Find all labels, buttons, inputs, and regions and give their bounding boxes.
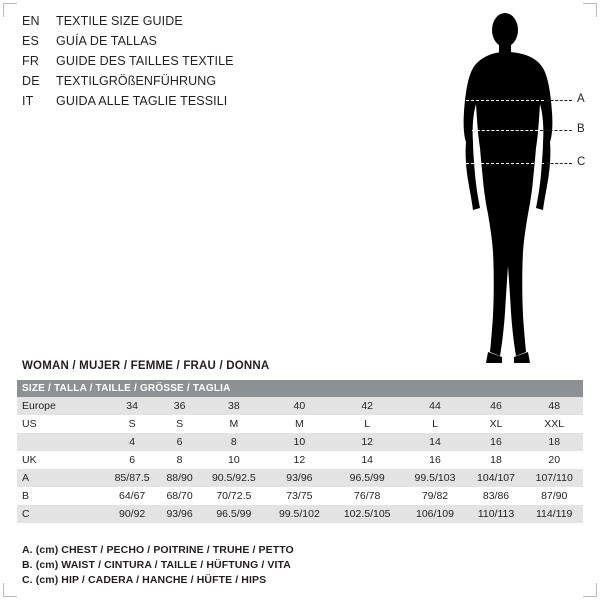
crop-mark-bottom-right (583, 583, 597, 597)
cell: XL (467, 415, 526, 433)
language-row (22, 94, 352, 114)
cell: 110/113 (467, 505, 526, 523)
cell: 18 (467, 451, 526, 469)
row-label: Europe (17, 397, 105, 415)
cell: 102.5/105 (331, 505, 403, 523)
table-row (17, 397, 583, 415)
chest-measure-line-inner (466, 100, 544, 101)
cell: 96.5/99 (331, 469, 403, 487)
cell: 8 (159, 451, 200, 469)
language-code: FR (22, 54, 40, 68)
body-figure (420, 8, 590, 368)
cell: 70/72.5 (200, 487, 268, 505)
table-row (17, 433, 583, 451)
legend-line: B. (cm) WAIST / CINTURA / TAILLE / HÜFTUNG / VITA (22, 559, 291, 571)
language-code: EN (22, 14, 40, 28)
language-title: TEXTILE SIZE GUIDE (56, 14, 183, 28)
cell: XXL (525, 415, 583, 433)
crop-mark-top-left (3, 3, 17, 17)
cell: 87/90 (525, 487, 583, 505)
cell: 83/86 (467, 487, 526, 505)
cell: 68/70 (159, 487, 200, 505)
row-label: US (17, 415, 105, 433)
cell: 6 (159, 433, 200, 451)
cell: 114/119 (525, 505, 583, 523)
measure-label-a: A (577, 93, 585, 105)
language-title-list (22, 14, 352, 114)
cell: 12 (268, 451, 331, 469)
cell: S (159, 415, 200, 433)
cell: 93/96 (268, 469, 331, 487)
cell: 18 (525, 433, 583, 451)
legend-line: A. (cm) CHEST / PECHO / POITRINE / TRUHE / PETTO (22, 544, 294, 556)
language-code: ES (22, 34, 40, 48)
cell: 16 (467, 433, 526, 451)
cell: 8 (200, 433, 268, 451)
cell: M (268, 415, 331, 433)
cell: 44 (403, 397, 466, 415)
cell: 40 (268, 397, 331, 415)
cell: 4 (105, 433, 159, 451)
cell: 12 (331, 433, 403, 451)
waist-measure-line-inner (472, 130, 538, 131)
table-row (17, 469, 583, 487)
language-title: GUIDA ALLE TAGLIE TESSILI (56, 94, 228, 108)
cell: 96.5/99 (200, 505, 268, 523)
hip-measure-line-outer (546, 163, 572, 164)
cell: 106/109 (403, 505, 466, 523)
cell: 99.5/103 (403, 469, 466, 487)
cell: 64/67 (105, 487, 159, 505)
table-row (17, 505, 583, 523)
language-title: TEXTILGRÖßENFÜHRUNG (56, 74, 217, 88)
chest-measure-line-outer (546, 100, 572, 101)
cell: 6 (105, 451, 159, 469)
crop-mark-bottom-left (3, 583, 17, 597)
table-band-label: SIZE / TALLA / TAILLE / GRÖSSE / TAGLIA (17, 380, 583, 397)
table-row (17, 451, 583, 469)
row-label: A (17, 469, 105, 487)
table-row (17, 487, 583, 505)
group-heading: WOMAN / MUJER / FEMME / FRAU / DONNA (22, 360, 270, 372)
language-code: DE (22, 74, 40, 88)
row-label: B (17, 487, 105, 505)
cell: 79/82 (403, 487, 466, 505)
cell: 42 (331, 397, 403, 415)
cell: 107/110 (525, 469, 583, 487)
cell: 36 (159, 397, 200, 415)
table-band-row (17, 380, 583, 397)
cell: 73/75 (268, 487, 331, 505)
language-row (22, 34, 352, 54)
cell: 20 (525, 451, 583, 469)
cell: L (331, 415, 403, 433)
language-title: GUÍA DE TALLAS (56, 34, 157, 48)
language-row (22, 54, 352, 74)
row-label: C (17, 505, 105, 523)
cell: 46 (467, 397, 526, 415)
size-table (17, 380, 583, 523)
cell: L (403, 415, 466, 433)
cell: 14 (331, 451, 403, 469)
hip-measure-line-inner (466, 163, 544, 164)
cell: 10 (200, 451, 268, 469)
language-code: IT (22, 94, 34, 108)
measure-label-b: B (577, 123, 585, 135)
cell: 93/96 (159, 505, 200, 523)
row-label (17, 433, 105, 451)
language-row (22, 74, 352, 94)
cell: 38 (200, 397, 268, 415)
language-row (22, 14, 352, 34)
language-title: GUIDE DES TAILLES TEXTILE (56, 54, 234, 68)
legend-line: C. (cm) HIP / CADERA / HANCHE / HÜFTE / HIPS (22, 574, 267, 586)
cell: 16 (403, 451, 466, 469)
cell: S (105, 415, 159, 433)
cell: 48 (525, 397, 583, 415)
female-silhouette-icon (420, 8, 590, 368)
cell: 34 (105, 397, 159, 415)
measurement-legend (22, 543, 472, 588)
cell: 90.5/92.5 (200, 469, 268, 487)
cell: 10 (268, 433, 331, 451)
table-row (17, 415, 583, 433)
cell: 99.5/102 (268, 505, 331, 523)
cell: 90/92 (105, 505, 159, 523)
waist-measure-line-outer (540, 130, 572, 131)
cell: 76/78 (331, 487, 403, 505)
cell: 85/87.5 (105, 469, 159, 487)
cell: M (200, 415, 268, 433)
cell: 104/107 (467, 469, 526, 487)
row-label: UK (17, 451, 105, 469)
measure-label-c: C (577, 156, 586, 168)
cell: 88/90 (159, 469, 200, 487)
cell: 14 (403, 433, 466, 451)
